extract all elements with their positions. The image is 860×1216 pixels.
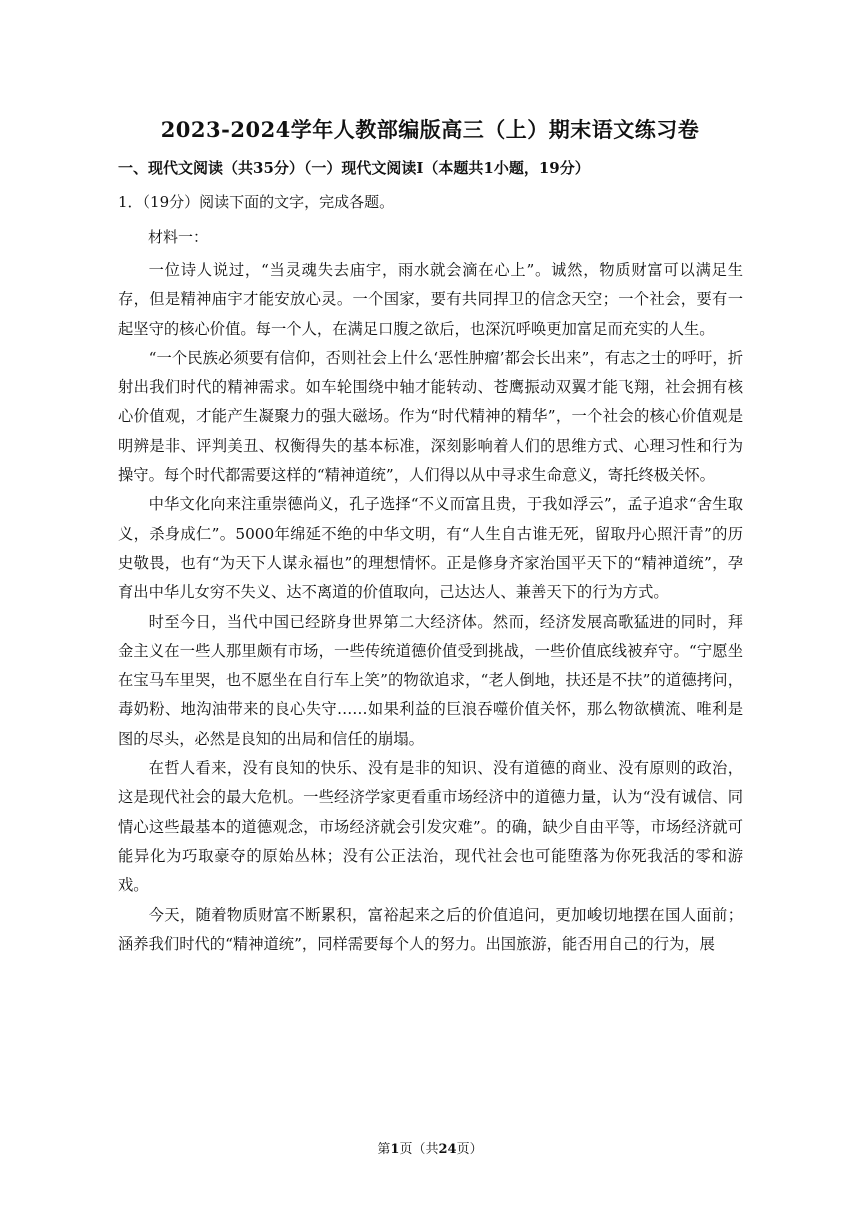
material-label: 材料一： [148,228,209,246]
footer-suffix: 页） [456,1142,483,1157]
footer-middle: 页（共 [399,1142,439,1157]
paragraph: 中华文化向来注重崇德尚义，孔子选择“不义而富且贵，于我如浮云”，孟子追求“舍生取义，杀身成仁”。5000年绵延不绝的中华文明，有“人生自古谁无死，留取丹心照汗青”的历史敬畏，也有“为天下人谋永福也”的理想情怀。正是修身齐家治国平天下的“精神道统”，孕育出中华儿女穷不失义、达不离道的价值取向，己达达人、兼善天下的行为方式。 [118,495,743,602]
paragraph: 时至今日，当代中国已经跻身世界第二大经济体。然而，经济发展高歌猛进的同时，拜金主义在一些人那里颇有市场，一些传统道德价值受到挑战，一些价值底线被弃守。“宁愿坐在宝马车里哭，也不愿坐在自行车上笑”的物欲追求，“老人倒地，扶还是不扶”的道德拷问，毒奶粉、地沟油带来的良心失守……如果利益的巨浪吞噬价值关怀，那么物欲横流、唯利是图的尽头，必然是良知的出局和信任的崩塌。 [118,612,743,748]
exam-title: 2023-2024学年人教部编版高三（上）期末语文练习卷 [160,117,700,142]
paragraph: “一个民族必须要有信仰，否则社会上什么‘恶性肿瘤’都会长出来”，有志之士的呼吁，折射出我们时代的精神需求。如车轮围绕中轴才能转动、苍鹰振动双翼才能飞翔，社会拥有核心价值观，才能产生凝聚力的强大磁场。作为“时代精神的精华”，一个社会的核心价值观是明辨是非、评判美丑、权衡得失的基本标准，深刻影响着人们的思维方式、心理习性和行为操守。每个时代都需要这样的“精神道统”，人们得以从中寻求生命意义，寄托终极关怀。 [118,348,743,485]
article-body [118,256,743,959]
paragraph: 在哲人看来，没有良知的快乐、没有是非的知识、没有道德的商业、没有原则的政治，这是现代社会的最大危机。一些经济学家更看重市场经济中的道德力量，认为“没有诚信、同情心这些最基本的道德观念，市场经济就会引发灾难”。的确，缺少自由平等，市场经济就可能异化为巧取豪夺的原始丛林；没有公正法治，现代社会也可能堕落为你死我活的零和游戏。 [118,759,743,895]
question-intro: 1．（19分）阅读下面的文字，完成各题。 [118,193,395,211]
footer-prefix: 第 [377,1142,391,1157]
footer-total-pages: 24 [438,1142,457,1157]
footer-page-number: 1 [390,1142,400,1157]
paragraph: 一位诗人说过，“当灵魂失去庙宇，雨水就会滴在心上”。诚然，物质财富可以满足生存，但是精神庙宇才能安放心灵。一个国家，要有共同捍卫的信念天空；一个社会，要有一起坚守的核心价值。每一个人，在满足口腹之欲后，也深沉呼唤更加富足而充实的人生。 [118,261,743,338]
paragraph: 今天，随着物质财富不断累积，富裕起来之后的价值追问，更加峻切地摆在国人面前；涵养我们时代的“精神道统”，同样需要每个人的努力。出国旅游，能否用自己的行为，展 [118,905,743,953]
page-footer [0,1138,860,1157]
section-heading: 一、现代文阅读（共35分）（一）现代文阅读Ⅰ（本题共1小题，19分） [118,159,590,177]
